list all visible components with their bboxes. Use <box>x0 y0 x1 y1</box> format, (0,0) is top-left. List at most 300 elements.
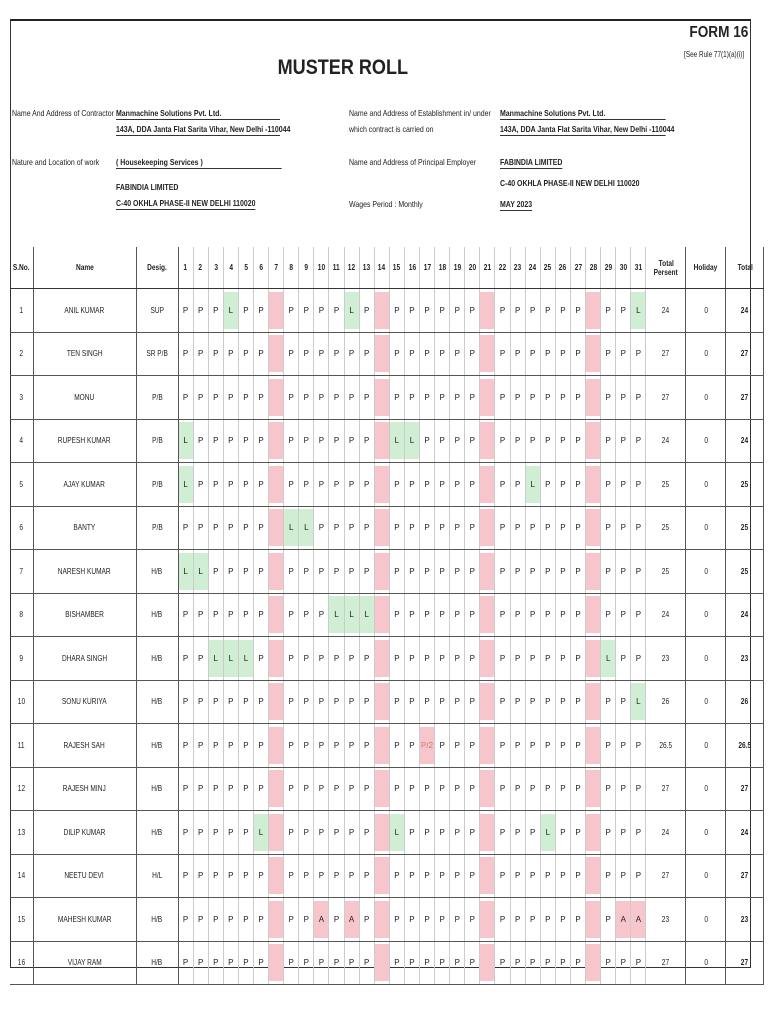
attendance-cell: P <box>450 376 465 420</box>
total-present-header: Total Persent <box>646 247 686 289</box>
page-title: MUSTER ROLL <box>277 56 408 79</box>
attendance-cell <box>480 506 495 550</box>
row-total: 27 <box>726 376 764 420</box>
attendance-cell: P <box>299 289 314 333</box>
nature-label: Nature and Location of work <box>12 157 100 167</box>
attendance-cell: P <box>389 332 404 376</box>
attendance-cell: P <box>329 289 344 333</box>
attendance-cell <box>480 680 495 724</box>
attendance-cell: P <box>208 506 223 550</box>
attendance-cell: P <box>435 419 450 463</box>
attendance-cell: L <box>299 506 314 550</box>
total-present: 27 <box>646 854 686 898</box>
attendance-cell: P <box>525 637 540 681</box>
row-total: 26.5 <box>726 724 764 768</box>
attendance-cell: P <box>631 724 646 768</box>
total-present: 25 <box>646 550 686 594</box>
attendance-cell <box>269 941 284 985</box>
attendance-cell: P <box>253 289 268 333</box>
attendance-cell: P <box>238 289 253 333</box>
attendance-cell: P <box>404 898 419 942</box>
attendance-cell: P <box>420 767 435 811</box>
attendance-cell <box>269 811 284 855</box>
table-row <box>10 767 764 811</box>
attendance-cell <box>480 724 495 768</box>
attendance-cell: P <box>616 680 631 724</box>
table-row <box>10 724 764 768</box>
holiday-count: 0 <box>686 289 726 333</box>
attendance-cell: P <box>435 811 450 855</box>
name-header: Name <box>33 247 136 289</box>
attendance-cell <box>586 941 601 985</box>
day-header-18: 18 <box>435 247 450 289</box>
holiday-count: 0 <box>686 376 726 420</box>
attendance-cell: P <box>329 550 344 594</box>
attendance-cell: P <box>631 811 646 855</box>
attendance-cell: P <box>299 332 314 376</box>
attendance-cell: P <box>389 289 404 333</box>
attendance-cell: P <box>495 898 510 942</box>
row-sno: 11 <box>10 724 33 768</box>
attendance-cell: P <box>631 941 646 985</box>
attendance-cell: P <box>344 724 359 768</box>
attendance-cell: P <box>404 593 419 637</box>
row-sno: 5 <box>10 463 33 507</box>
day-header-2: 2 <box>193 247 208 289</box>
attendance-cell: P <box>570 550 585 594</box>
attendance-cell: P <box>193 463 208 507</box>
total-present: 24 <box>646 289 686 333</box>
attendance-cell: P <box>495 724 510 768</box>
attendance-cell: P <box>450 550 465 594</box>
attendance-cell: P <box>465 767 480 811</box>
attendance-cell: P <box>450 289 465 333</box>
employee-name: MONU <box>33 376 136 420</box>
attendance-cell <box>586 550 601 594</box>
attendance-cell: P <box>329 724 344 768</box>
attendance-cell: P <box>525 289 540 333</box>
attendance-cell: P <box>178 724 193 768</box>
attendance-cell: P <box>389 941 404 985</box>
attendance-cell: P <box>404 767 419 811</box>
employee-name: BANTY <box>33 506 136 550</box>
contractor-label: Name And Address of Contractor <box>12 108 114 118</box>
attendance-cell: P <box>359 637 374 681</box>
attendance-cell <box>480 941 495 985</box>
attendance-cell: P <box>555 637 570 681</box>
day-header-23: 23 <box>510 247 525 289</box>
day-header-31: 31 <box>631 247 646 289</box>
attendance-cell <box>374 941 389 985</box>
holiday-count: 0 <box>686 463 726 507</box>
attendance-cell: P <box>284 550 299 594</box>
attendance-cell: P <box>193 419 208 463</box>
attendance-cell: P <box>435 898 450 942</box>
attendance-cell: P <box>314 680 329 724</box>
row-total: 26 <box>726 680 764 724</box>
attendance-cell: L <box>193 550 208 594</box>
attendance-cell: P <box>540 593 555 637</box>
holiday-count: 0 <box>686 854 726 898</box>
attendance-cell: A <box>631 898 646 942</box>
day-header-16: 16 <box>404 247 419 289</box>
attendance-cell: P <box>284 593 299 637</box>
attendance-cell: P <box>435 550 450 594</box>
holiday-count: 0 <box>686 419 726 463</box>
day-header-10: 10 <box>314 247 329 289</box>
attendance-cell: P <box>420 854 435 898</box>
establishment-name: Manmachine Solutions Pvt. Ltd. <box>500 108 666 120</box>
attendance-cell <box>586 898 601 942</box>
attendance-cell: P <box>404 680 419 724</box>
attendance-cell: P <box>420 419 435 463</box>
row-sno: 1 <box>10 289 33 333</box>
attendance-cell: P <box>450 767 465 811</box>
attendance-cell: P <box>404 506 419 550</box>
attendance-cell: P <box>555 680 570 724</box>
attendance-cell: P <box>570 811 585 855</box>
attendance-cell: P <box>238 419 253 463</box>
attendance-cell: P <box>299 898 314 942</box>
attendance-cell: P <box>299 376 314 420</box>
employee-name: BISHAMBER <box>33 593 136 637</box>
attendance-cell: P <box>223 767 238 811</box>
attendance-cell <box>374 724 389 768</box>
designation: H/B <box>136 680 178 724</box>
row-total: 23 <box>726 637 764 681</box>
attendance-cell: L <box>404 419 419 463</box>
attendance-cell <box>480 637 495 681</box>
day-header-4: 4 <box>223 247 238 289</box>
attendance-cell: P <box>555 550 570 594</box>
attendance-cell <box>586 419 601 463</box>
row-total: 25 <box>726 506 764 550</box>
attendance-cell: P <box>555 724 570 768</box>
attendance-cell: P <box>389 376 404 420</box>
establishment-label-2: which contract is carried on <box>349 124 434 134</box>
attendance-cell: P <box>344 680 359 724</box>
attendance-cell: P <box>555 898 570 942</box>
attendance-cell: P <box>223 680 238 724</box>
day-header-22: 22 <box>495 247 510 289</box>
attendance-cell: P <box>389 463 404 507</box>
attendance-cell: P <box>389 506 404 550</box>
attendance-cell <box>586 811 601 855</box>
attendance-cell: P <box>570 854 585 898</box>
attendance-cell: P <box>344 637 359 681</box>
attendance-cell: P <box>253 506 268 550</box>
attendance-cell: P <box>404 550 419 594</box>
attendance-cell: P <box>540 332 555 376</box>
table-row <box>10 593 764 637</box>
attendance-cell: L <box>631 289 646 333</box>
attendance-cell: P <box>238 767 253 811</box>
attendance-cell <box>374 680 389 724</box>
attendance-cell: P <box>314 506 329 550</box>
attendance-cell <box>374 767 389 811</box>
attendance-cell: L <box>389 811 404 855</box>
attendance-cell: P <box>223 376 238 420</box>
holiday-count: 0 <box>686 550 726 594</box>
attendance-cell <box>374 550 389 594</box>
work-location-1: FABINDIA LIMITED <box>116 182 179 192</box>
attendance-cell <box>480 332 495 376</box>
attendance-cell: P <box>570 898 585 942</box>
attendance-cell: P <box>495 506 510 550</box>
day-header-8: 8 <box>284 247 299 289</box>
day-header-26: 26 <box>555 247 570 289</box>
employee-name: MAHESH KUMAR <box>33 898 136 942</box>
attendance-cell: P <box>238 506 253 550</box>
row-sno: 8 <box>10 593 33 637</box>
attendance-cell: P <box>495 332 510 376</box>
attendance-cell: P <box>389 854 404 898</box>
attendance-cell: P <box>359 332 374 376</box>
attendance-cell: P <box>284 811 299 855</box>
attendance-cell: P <box>223 593 238 637</box>
attendance-cell: P <box>465 680 480 724</box>
attendance-cell: P <box>208 550 223 594</box>
attendance-cell: P <box>510 767 525 811</box>
row-sno: 2 <box>10 332 33 376</box>
attendance-cell: P <box>570 463 585 507</box>
attendance-cell <box>586 332 601 376</box>
designation: H/B <box>136 550 178 594</box>
attendance-cell: P <box>616 724 631 768</box>
attendance-cell: P <box>540 289 555 333</box>
attendance-cell: P <box>435 767 450 811</box>
attendance-cell: P <box>193 593 208 637</box>
attendance-cell: P <box>223 332 238 376</box>
attendance-cell: P <box>465 593 480 637</box>
attendance-cell: P <box>570 376 585 420</box>
designation: H/B <box>136 637 178 681</box>
day-header-9: 9 <box>299 247 314 289</box>
day-header-20: 20 <box>465 247 480 289</box>
attendance-cell: P <box>253 376 268 420</box>
attendance-cell <box>374 811 389 855</box>
day-header-27: 27 <box>570 247 585 289</box>
attendance-cell <box>586 854 601 898</box>
attendance-cell: P <box>284 854 299 898</box>
attendance-cell: P <box>616 332 631 376</box>
attendance-cell: L <box>178 419 193 463</box>
attendance-cell: P <box>208 332 223 376</box>
holiday-count: 0 <box>686 811 726 855</box>
attendance-cell: P <box>450 506 465 550</box>
attendance-cell: P <box>299 637 314 681</box>
attendance-cell: P <box>178 898 193 942</box>
attendance-cell: P <box>495 289 510 333</box>
row-sno: 7 <box>10 550 33 594</box>
attendance-cell: P <box>601 419 616 463</box>
day-header-24: 24 <box>525 247 540 289</box>
attendance-cell: P <box>284 941 299 985</box>
attendance-cell <box>586 289 601 333</box>
attendance-cell: P <box>389 898 404 942</box>
attendance-cell: P <box>404 463 419 507</box>
table-row <box>10 811 764 855</box>
attendance-cell: P <box>631 593 646 637</box>
total-present: 27 <box>646 941 686 985</box>
attendance-cell: L <box>329 593 344 637</box>
attendance-cell: P <box>178 593 193 637</box>
attendance-cell: P <box>616 376 631 420</box>
attendance-cell: P <box>359 376 374 420</box>
table-row <box>10 506 764 550</box>
row-sno: 3 <box>10 376 33 420</box>
attendance-cell: P <box>314 637 329 681</box>
attendance-cell: P <box>193 811 208 855</box>
attendance-cell: P <box>178 811 193 855</box>
attendance-cell: P <box>495 680 510 724</box>
attendance-cell: P <box>540 506 555 550</box>
contractor-address: 143A, DDA Janta Flat Sarita Vihar, New Delhi -110044 <box>116 124 291 134</box>
attendance-cell: P <box>601 941 616 985</box>
attendance-cell: P <box>555 941 570 985</box>
day-header-1: 1 <box>178 247 193 289</box>
attendance-cell: P <box>510 376 525 420</box>
attendance-cell: P <box>555 506 570 550</box>
attendance-cell: P <box>540 724 555 768</box>
attendance-cell: P <box>555 593 570 637</box>
attendance-cell: P <box>314 289 329 333</box>
designation: P/B <box>136 419 178 463</box>
row-sno: 12 <box>10 767 33 811</box>
attendance-cell: P <box>404 376 419 420</box>
attendance-cell: P <box>465 811 480 855</box>
attendance-cell: P <box>359 724 374 768</box>
attendance-cell: P <box>314 767 329 811</box>
attendance-cell: L <box>223 289 238 333</box>
row-sno: 14 <box>10 854 33 898</box>
attendance-cell: P <box>510 941 525 985</box>
attendance-cell: P <box>359 463 374 507</box>
attendance-cell: P <box>465 898 480 942</box>
attendance-cell: P <box>253 767 268 811</box>
attendance-cell: P <box>404 332 419 376</box>
attendance-cell: P <box>465 637 480 681</box>
attendance-cell: P <box>193 941 208 985</box>
table-row <box>10 941 764 985</box>
attendance-cell: P <box>465 419 480 463</box>
attendance-cell <box>269 506 284 550</box>
establishment-label: Name and Address of Establishment in/ under <box>349 108 491 118</box>
attendance-cell: P <box>344 767 359 811</box>
attendance-cell: P <box>435 680 450 724</box>
employee-name: RUPESH KUMAR <box>33 419 136 463</box>
attendance-cell: P <box>450 898 465 942</box>
attendance-cell <box>480 419 495 463</box>
attendance-cell: P <box>193 854 208 898</box>
attendance-cell: P <box>178 289 193 333</box>
attendance-cell <box>269 854 284 898</box>
attendance-cell: P <box>178 767 193 811</box>
attendance-cell: P <box>284 376 299 420</box>
employee-name: RAJESH MINJ <box>33 767 136 811</box>
contractor-name: Manmachine Solutions Pvt. Ltd. <box>116 108 280 120</box>
attendance-cell: P <box>344 419 359 463</box>
wages-period-label: Wages Period : Monthly <box>349 199 423 209</box>
attendance-cell: P <box>193 376 208 420</box>
attendance-cell: P <box>465 289 480 333</box>
attendance-cell: P <box>420 811 435 855</box>
total-present: 24 <box>646 811 686 855</box>
attendance-cell: P <box>435 637 450 681</box>
table-row <box>10 463 764 507</box>
attendance-cell: P <box>570 680 585 724</box>
day-header-11: 11 <box>329 247 344 289</box>
row-total: 24 <box>726 593 764 637</box>
attendance-cell: P <box>601 898 616 942</box>
attendance-cell: P <box>299 767 314 811</box>
attendance-cell: P <box>253 593 268 637</box>
attendance-cell: L <box>284 506 299 550</box>
attendance-cell <box>480 593 495 637</box>
attendance-cell: P <box>601 289 616 333</box>
total-present: 26.5 <box>646 724 686 768</box>
day-header-3: 3 <box>208 247 223 289</box>
total-present: 24 <box>646 419 686 463</box>
attendance-cell: P <box>299 811 314 855</box>
attendance-cell: P <box>555 419 570 463</box>
attendance-cell <box>269 419 284 463</box>
attendance-cell: P <box>450 332 465 376</box>
employee-name: SONU KURIYA <box>33 680 136 724</box>
attendance-cell: P <box>314 593 329 637</box>
attendance-cell: P <box>389 593 404 637</box>
employee-name: ANIL KUMAR <box>33 289 136 333</box>
attendance-cell: P <box>495 463 510 507</box>
attendance-cell: P <box>193 898 208 942</box>
attendance-cell: P <box>540 767 555 811</box>
attendance-cell: L <box>601 637 616 681</box>
attendance-cell: P <box>510 332 525 376</box>
day-header-28: 28 <box>586 247 601 289</box>
attendance-cell: P <box>284 767 299 811</box>
total-present: 27 <box>646 332 686 376</box>
table-row <box>10 898 764 942</box>
attendance-cell: P <box>616 637 631 681</box>
attendance-cell: P <box>329 376 344 420</box>
attendance-cell: P <box>193 724 208 768</box>
attendance-cell: P <box>284 332 299 376</box>
attendance-cell: P <box>601 376 616 420</box>
attendance-cell: P <box>389 550 404 594</box>
attendance-cell: P <box>601 680 616 724</box>
attendance-cell <box>586 506 601 550</box>
attendance-cell: P <box>540 637 555 681</box>
attendance-cell: P <box>555 376 570 420</box>
attendance-cell: P <box>404 811 419 855</box>
form-number: FORM 16 <box>689 24 748 41</box>
attendance-cell: P <box>570 767 585 811</box>
table-header <box>10 247 764 289</box>
attendance-cell: P <box>329 767 344 811</box>
attendance-cell: P <box>389 637 404 681</box>
attendance-cell: P <box>253 419 268 463</box>
attendance-cell: P <box>314 550 329 594</box>
designation: H/B <box>136 767 178 811</box>
attendance-cell: P <box>299 724 314 768</box>
attendance-cell: P <box>208 419 223 463</box>
row-sno: 10 <box>10 680 33 724</box>
day-header-14: 14 <box>374 247 389 289</box>
attendance-cell: P <box>208 854 223 898</box>
attendance-cell: P <box>616 593 631 637</box>
holiday-count: 0 <box>686 767 726 811</box>
attendance-cell: L <box>208 637 223 681</box>
